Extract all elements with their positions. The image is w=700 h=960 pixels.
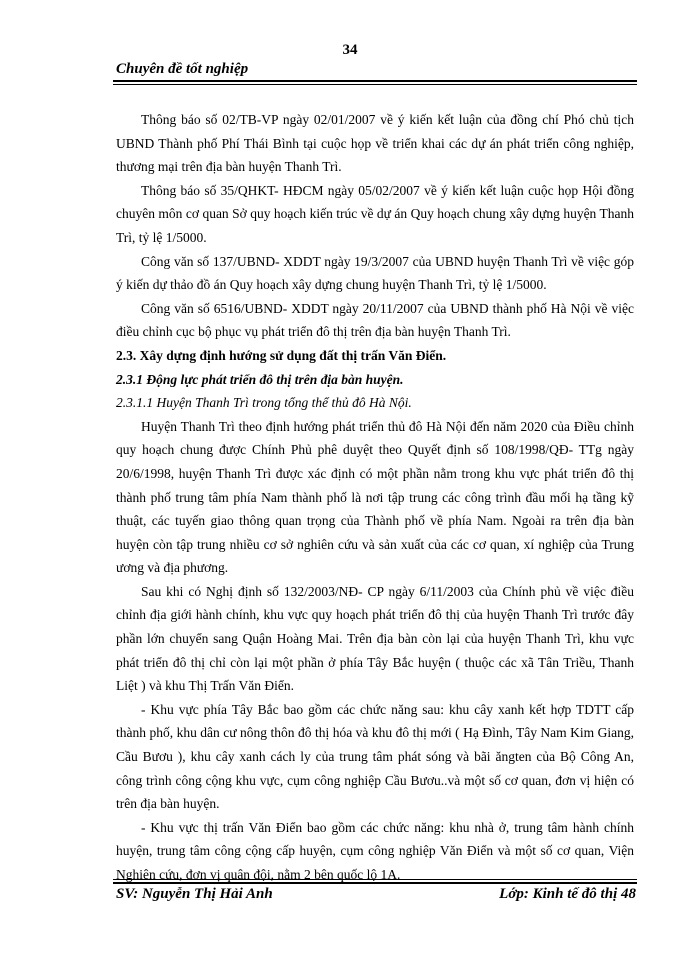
section-heading-2-3-1-1: 2.3.1.1 Huyện Thanh Trì trong tổng thể thủ đô Hà Nội. [116, 395, 412, 411]
paragraph-decree-132: Sau khi có Nghị định số 132/2003/NĐ- CP ngày 6/11/2003 của Chính phủ về việc điều chỉnh địa giới hành chính, khu vực quy hoạch phát triển đô thị của huyện Thanh Trì trước đây phần lớn chuyển sang Quận Hoàng Mai. Trên địa bàn còn lại của huyện Thanh Trì, khu vực phát triển đô thị chỉ còn lại một phần ở phía Tây Bắc huyện ( thuộc các xã Tân Triều, Thanh Liệt ) và khu Thị Trấn Văn Điển. [116, 583, 634, 694]
footer-class-name: Lớp: Kinh tế đô thị 48 [499, 886, 636, 902]
footer-student-name: SV: Nguyễn Thị Hải Anh [116, 886, 273, 902]
paragraph-letter-6516: Công văn số 6516/UBND- XDDT ngày 20/11/2007 của UBND thành phố Hà Nội về việc điều chỉnh cục bộ phục vụ phát triển đô thị trên địa bàn huyện Thanh Trì. [116, 300, 634, 340]
header-title: Chuyên đề tốt nghiệp [116, 61, 249, 77]
paragraph-notice-02: Thông báo số 02/TB-VP ngày 02/01/2007 về ý kiến kết luận của đồng chí Phó chủ tịch UBND Thành phố Phí Thái Bình tại cuộc họp về triển khai các dự án phát triển công nghiệp, thương mại trên địa bàn huyện Thanh Trì. [116, 112, 634, 175]
header-rule-bottom [113, 84, 637, 85]
paragraph-northwest-area: - Khu vực phía Tây Bắc bao gồm các chức năng sau: khu cây xanh kết hợp TDTT cấp thành phố, khu dân cư nông thôn đô thị hóa và khu đô thị mới ( Hạ Đình, Tây Nam Kim Giang, Cầu Bươu ), khu cây xanh cách ly của trung tâm phát sóng và bãi ăngten của Bộ Công An, công trình công cộng khu vực, cụm công nghiệp Cầu Bươu..và một số cơ quan, đơn vị hiện có trên địa bàn huyện. [116, 701, 634, 812]
paragraph-thanh-tri-overview: Huyện Thanh Trì theo định hướng phát triển thủ đô Hà Nội đến năm 2020 của Điều chỉnh quy hoạch chung được Chính Phủ phê duyệt theo Quyết định số 108/1998/QĐ- TTg ngày 20/6/1998, huyện Thanh Trì được xác định có một phần nằm trong khu vực phát triển đô thị thành phố trung tâm phía Nam thành phố là nơi tập trung các công trình đầu mối hạ tầng kỹ thuật, các tuyến giao thông quan trọng của Thành phố về phía Nam. Ngoài ra trên địa bàn huyện còn tập trung nhiều cơ sở nghiên cứu và sản xuất của các cơ quan, xí nghiệp của Trung ương và địa phương. [116, 418, 634, 576]
page-number: 34 [342, 42, 358, 58]
section-heading-2-3: 2.3. Xây dựng định hướng sử dụng đất thị trấn Văn Điển. [116, 347, 447, 363]
footer-rule-bottom [113, 882, 637, 884]
section-heading-2-3-1: 2.3.1 Động lực phát triển đô thị trên địa bàn huyện. [116, 371, 404, 387]
document-body [116, 108, 634, 887]
paragraph-notice-35: Thông báo số 35/QHKT- HĐCM ngày 05/02/2007 về ý kiến kết luận cuộc họp Hội đồng chuyên môn cơ quan Sở quy hoạch kiến trúc về dự án Quy hoạch chung xây dựng huyện Thanh Trì, tỷ lệ 1/5000. [116, 182, 634, 245]
header-rule-top [113, 80, 637, 82]
paragraph-van-dien-area: - Khu vực thị trấn Văn Điển bao gồm các chức năng: khu nhà ở, trung tâm hành chính huyện, trung tâm công cộng cấp huyện, cụm công nghiệp Văn Điển và một số cơ quan, Viện Nghiên cứu, đơn vị quân đội, nằm 2 bên quốc lộ 1A. [116, 819, 634, 882]
footer-rule-top [113, 879, 637, 880]
paragraph-letter-137: Công văn số 137/UBND- XDDT ngày 19/3/2007 của UBND huyện Thanh Trì về việc góp ý kiến dự thảo đồ án Quy hoạch xây dựng chung huyện Thanh Trì, tỷ lệ 1/5000. [116, 253, 634, 293]
